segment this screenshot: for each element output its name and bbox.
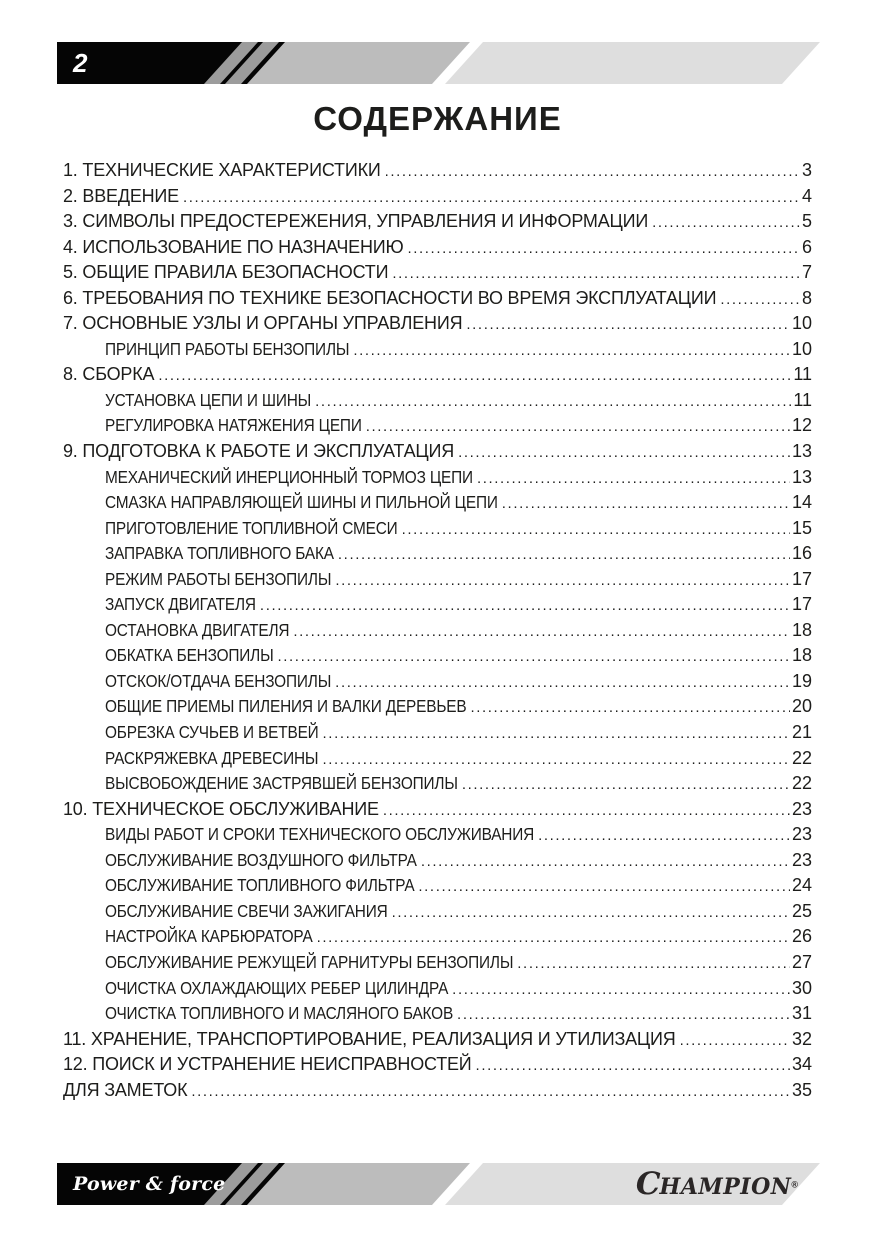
toc-entry-page: 30 bbox=[791, 977, 812, 998]
toc-list bbox=[63, 158, 812, 1103]
toc-entry-page: 17 bbox=[791, 568, 812, 589]
toc-entry-page: 26 bbox=[791, 926, 812, 947]
toc-entry-page: 16 bbox=[791, 543, 812, 564]
dot-leader bbox=[322, 747, 790, 773]
toc-entry-page: 32 bbox=[791, 1028, 812, 1049]
toc-entry-label: ЗАПРАВКА ТОПЛИВНОГО БАКА bbox=[105, 543, 334, 564]
dot-leader bbox=[392, 900, 790, 926]
toc-entry[interactable] bbox=[63, 337, 812, 363]
toc-entry-label: 6. ТРЕБОВАНИЯ ПО ТЕХНИКЕ БЕЗОПАСНОСТИ ВО ВРЕМЯ ЭКСПЛУАТАЦИИ bbox=[63, 287, 717, 308]
toc-entry[interactable] bbox=[63, 797, 812, 823]
toc-entry-label: ОТСКОК/ОТДАЧА БЕНЗОПИЛЫ bbox=[105, 670, 332, 691]
toc-entry-page: 10 bbox=[791, 338, 812, 359]
dot-leader bbox=[458, 440, 790, 466]
toc-entry[interactable] bbox=[63, 286, 812, 312]
toc-entry-label: РАСКРЯЖЕВКА ДРЕВЕСИНЫ bbox=[105, 747, 319, 768]
toc-entry-label: ОБСЛУЖИВАНИЕ РЕЖУЩЕЙ ГАРНИТУРЫ БЕНЗОПИЛЫ bbox=[105, 951, 514, 972]
toc-entry-label: НАСТРОЙКА КАРБЮРАТОРА bbox=[105, 926, 313, 947]
toc-entry-page: 34 bbox=[791, 1054, 812, 1075]
dot-leader bbox=[418, 874, 790, 900]
dot-leader bbox=[462, 772, 790, 798]
toc-entry-page: 12 bbox=[791, 415, 812, 436]
dot-leader bbox=[366, 414, 790, 440]
toc-entry-page: 11 bbox=[793, 364, 812, 385]
header-light-band bbox=[445, 42, 820, 84]
toc-entry[interactable] bbox=[63, 1001, 812, 1027]
champion-logo-rest: HAMPION bbox=[659, 1174, 792, 1200]
toc-entry-label: ОБЩИЕ ПРИЕМЫ ПИЛЕНИЯ И ВАЛКИ ДЕРЕВЬЕВ bbox=[105, 696, 467, 717]
toc-entry[interactable] bbox=[63, 848, 812, 874]
toc-entry-label: ВИДЫ РАБОТ И СРОКИ ТЕХНИЧЕСКОГО ОБСЛУЖИВАНИЯ bbox=[105, 824, 535, 845]
toc-entry[interactable] bbox=[63, 1027, 812, 1053]
dot-leader bbox=[652, 210, 800, 236]
toc-entry-label: ОЧИСТКА ТОПЛИВНОГО И МАСЛЯНОГО БАКОВ bbox=[105, 1003, 454, 1024]
dot-leader bbox=[476, 1053, 790, 1079]
toc-entry[interactable] bbox=[63, 465, 812, 491]
toc-entry[interactable] bbox=[63, 567, 812, 593]
toc-entry-page: 31 bbox=[791, 1003, 812, 1024]
toc-entry-label: РЕГУЛИРОВКА НАТЯЖЕНИЯ ЦЕПИ bbox=[105, 415, 362, 436]
toc-entry-page: 27 bbox=[791, 951, 812, 972]
toc-entry-label: 12. ПОИСК И УСТРАНЕНИЕ НЕИСПРАВНОСТЕЙ bbox=[63, 1054, 472, 1075]
toc-entry-page: 8 bbox=[801, 287, 812, 308]
toc-entry[interactable] bbox=[63, 1052, 812, 1078]
page-title: СОДЕРЖАНИЕ bbox=[313, 100, 562, 137]
toc-entry[interactable] bbox=[63, 541, 812, 567]
toc-entry-label: ОБКАТКА БЕНЗОПИЛЫ bbox=[105, 645, 274, 666]
toc-entry-page: 10 bbox=[791, 313, 812, 334]
dot-leader bbox=[402, 517, 790, 543]
dot-leader bbox=[720, 287, 800, 313]
dot-leader bbox=[477, 466, 790, 492]
footer-ribbon bbox=[57, 1163, 820, 1205]
toc-entry[interactable] bbox=[63, 720, 812, 746]
toc-entry-label: ОБСЛУЖИВАНИЕ ТОПЛИВНОГО ФИЛЬТРА bbox=[105, 875, 415, 896]
dot-leader bbox=[452, 977, 790, 1003]
toc-entry-label: 9. ПОДГОТОВКА К РАБОТЕ И ЭКСПЛУАТАЦИЯ bbox=[63, 441, 455, 462]
toc-entry-page: 15 bbox=[791, 517, 812, 538]
toc-entry[interactable] bbox=[63, 413, 812, 439]
toc-entry-label: 1. ТЕХНИЧЕСКИЕ ХАРАКТЕРИСТИКИ bbox=[63, 160, 381, 180]
toc-entry-page: 23 bbox=[791, 849, 812, 870]
toc-entry-label: ЗАПУСК ДВИГАТЕЛЯ bbox=[105, 594, 256, 615]
toc-entry-label: 8. СБОРКА bbox=[63, 364, 155, 385]
toc-entry-page: 14 bbox=[791, 492, 812, 513]
toc-entry[interactable] bbox=[63, 1078, 812, 1104]
toc-entry-label: ОБСЛУЖИВАНИЕ СВЕЧИ ЗАЖИГАНИЯ bbox=[105, 900, 388, 921]
dot-leader bbox=[317, 925, 790, 951]
toc-entry[interactable] bbox=[63, 209, 812, 235]
dot-leader bbox=[457, 1002, 790, 1028]
toc-entry-label: ОСТАНОВКА ДВИГАТЕЛЯ bbox=[105, 619, 290, 640]
toc-entry-page: 17 bbox=[791, 594, 812, 615]
toc-entry[interactable] bbox=[63, 184, 812, 210]
toc-entry-label: 3. СИМВОЛЫ ПРЕДОСТЕРЕЖЕНИЯ, УПРАВЛЕНИЯ И ИНФОРМАЦИИ bbox=[63, 211, 649, 232]
power-force-logo: Power & force bbox=[73, 1173, 226, 1195]
dot-leader bbox=[421, 849, 790, 875]
toc-entry-label: СМАЗКА НАПРАВЛЯЮЩЕЙ ШИНЫ И ПИЛЬНОЙ ЦЕПИ bbox=[105, 492, 498, 513]
dot-leader bbox=[392, 261, 800, 287]
dot-leader bbox=[538, 823, 790, 849]
toc-entry-page: 18 bbox=[791, 619, 812, 640]
dot-leader bbox=[383, 798, 790, 824]
toc-entry[interactable] bbox=[63, 592, 812, 618]
toc-entry-page: 23 bbox=[791, 798, 812, 819]
toc-entry-label: 10. ТЕХНИЧЕСКОЕ ОБСЛУЖИВАНИЕ bbox=[63, 798, 379, 819]
toc-entry[interactable] bbox=[63, 260, 812, 286]
toc-entry[interactable] bbox=[63, 439, 812, 465]
dot-leader bbox=[293, 619, 790, 645]
toc-entry-label: ПРИГОТОВЛЕНИЕ ТОПЛИВНОЙ СМЕСИ bbox=[105, 517, 398, 538]
dot-leader bbox=[680, 1028, 790, 1054]
dot-leader bbox=[323, 721, 790, 747]
toc-entry-label: РЕЖИМ РАБОТЫ БЕНЗОПИЛЫ bbox=[105, 568, 332, 589]
toc-entry-page: 20 bbox=[791, 696, 812, 717]
toc-entry[interactable] bbox=[63, 873, 812, 899]
toc-entry-page: 7 bbox=[801, 262, 812, 283]
dot-leader bbox=[385, 159, 800, 185]
dot-leader bbox=[407, 236, 800, 262]
toc-entry-page: 22 bbox=[791, 747, 812, 768]
toc-entry[interactable] bbox=[63, 643, 812, 669]
toc-entry-page: 6 bbox=[801, 236, 812, 257]
toc-entry-page: 11 bbox=[793, 389, 812, 410]
header-gray-band bbox=[247, 42, 470, 84]
dot-leader bbox=[466, 312, 790, 338]
toc-entry[interactable] bbox=[63, 388, 812, 414]
toc-entry[interactable] bbox=[63, 516, 812, 542]
toc-entry-label: 7. ОСНОВНЫЕ УЗЛЫ И ОРГАНЫ УПРАВЛЕНИЯ bbox=[63, 313, 463, 334]
toc-entry-label: 2. ВВЕДЕНИЕ bbox=[63, 185, 179, 206]
champion-logo-initial: C bbox=[635, 1166, 660, 1202]
dot-leader bbox=[502, 491, 790, 517]
toc-entry[interactable] bbox=[63, 311, 812, 337]
toc-entry[interactable] bbox=[63, 950, 812, 976]
toc-entry-label: ОЧИСТКА ОХЛАЖДАЮЩИХ РЕБЕР ЦИЛИНДРА bbox=[105, 977, 449, 998]
dot-leader bbox=[353, 338, 790, 364]
toc-entry-label: 5. ОБЩИЕ ПРАВИЛА БЕЗОПАСНОСТИ bbox=[63, 262, 389, 283]
dot-leader bbox=[335, 568, 790, 594]
champion-logo bbox=[636, 1163, 798, 1205]
toc-entry-label: ПРИНЦИП РАБОТЫ БЕНЗОПИЛЫ bbox=[105, 338, 350, 359]
toc-entry-label: ВЫСВОБОЖДЕНИЕ ЗАСТРЯВШЕЙ БЕНЗОПИЛЫ bbox=[105, 773, 458, 794]
toc-entry[interactable] bbox=[63, 924, 812, 950]
toc-entry-page: 3 bbox=[801, 160, 812, 180]
dot-leader bbox=[517, 951, 790, 977]
toc-entry[interactable] bbox=[63, 158, 812, 184]
toc-entry-page: 24 bbox=[791, 875, 812, 896]
toc-entry-label: ОБСЛУЖИВАНИЕ ВОЗДУШНОГО ФИЛЬТРА bbox=[105, 849, 417, 870]
toc-entry[interactable] bbox=[63, 235, 812, 261]
toc-entry-label: ДЛЯ ЗАМЕТОК bbox=[63, 1079, 188, 1100]
toc-entry[interactable] bbox=[63, 822, 812, 848]
toc-entry-label: УСТАНОВКА ЦЕПИ И ШИНЫ bbox=[105, 389, 312, 410]
toc-entry-page: 35 bbox=[791, 1079, 812, 1100]
toc-entry-page: 22 bbox=[791, 773, 812, 794]
dot-leader bbox=[335, 670, 790, 696]
dot-leader bbox=[191, 1079, 790, 1105]
toc-entry[interactable] bbox=[63, 746, 812, 772]
toc-entry[interactable] bbox=[63, 899, 812, 925]
toc-entry-page: 21 bbox=[791, 722, 812, 743]
toc-entry-label: ОБРЕЗКА СУЧЬЕВ И ВЕТВЕЙ bbox=[105, 722, 319, 743]
registered-mark: ® bbox=[791, 1179, 798, 1190]
header-ribbon bbox=[57, 42, 820, 84]
toc-entry-page: 25 bbox=[791, 900, 812, 921]
dot-leader bbox=[315, 389, 791, 415]
toc-entry[interactable] bbox=[63, 618, 812, 644]
toc-entry-page: 5 bbox=[801, 211, 812, 232]
toc-entry[interactable] bbox=[63, 694, 812, 720]
dot-leader bbox=[183, 185, 800, 211]
page-number: 2 bbox=[73, 48, 88, 78]
toc-entry-page: 18 bbox=[791, 645, 812, 666]
footer-gray-band bbox=[247, 1163, 470, 1205]
toc-entry[interactable] bbox=[63, 976, 812, 1002]
toc-entry[interactable] bbox=[63, 490, 812, 516]
toc-entry-page: 23 bbox=[791, 824, 812, 845]
dot-leader bbox=[260, 593, 790, 619]
toc-entry-label: 4. ИСПОЛЬЗОВАНИЕ ПО НАЗНАЧЕНИЮ bbox=[63, 236, 404, 257]
toc-entry-page: 19 bbox=[791, 670, 812, 691]
dot-leader bbox=[338, 542, 790, 568]
dot-leader bbox=[278, 644, 790, 670]
toc-entry-page: 13 bbox=[791, 466, 812, 487]
toc-entry-page: 4 bbox=[801, 185, 812, 206]
toc-entry[interactable] bbox=[63, 771, 812, 797]
toc-entry-label: 11. ХРАНЕНИЕ, ТРАНСПОРТИРОВАНИЕ, РЕАЛИЗАЦИЯ И УТИЛИЗАЦИЯ bbox=[63, 1028, 676, 1049]
toc-entry[interactable] bbox=[63, 669, 812, 695]
dot-leader bbox=[470, 695, 790, 721]
toc-entry-label: МЕХАНИЧЕСКИЙ ИНЕРЦИОННЫЙ ТОРМОЗ ЦЕПИ bbox=[105, 466, 473, 487]
toc-entry-page: 13 bbox=[791, 441, 812, 462]
dot-leader bbox=[158, 363, 791, 389]
toc-entry[interactable] bbox=[63, 362, 812, 388]
